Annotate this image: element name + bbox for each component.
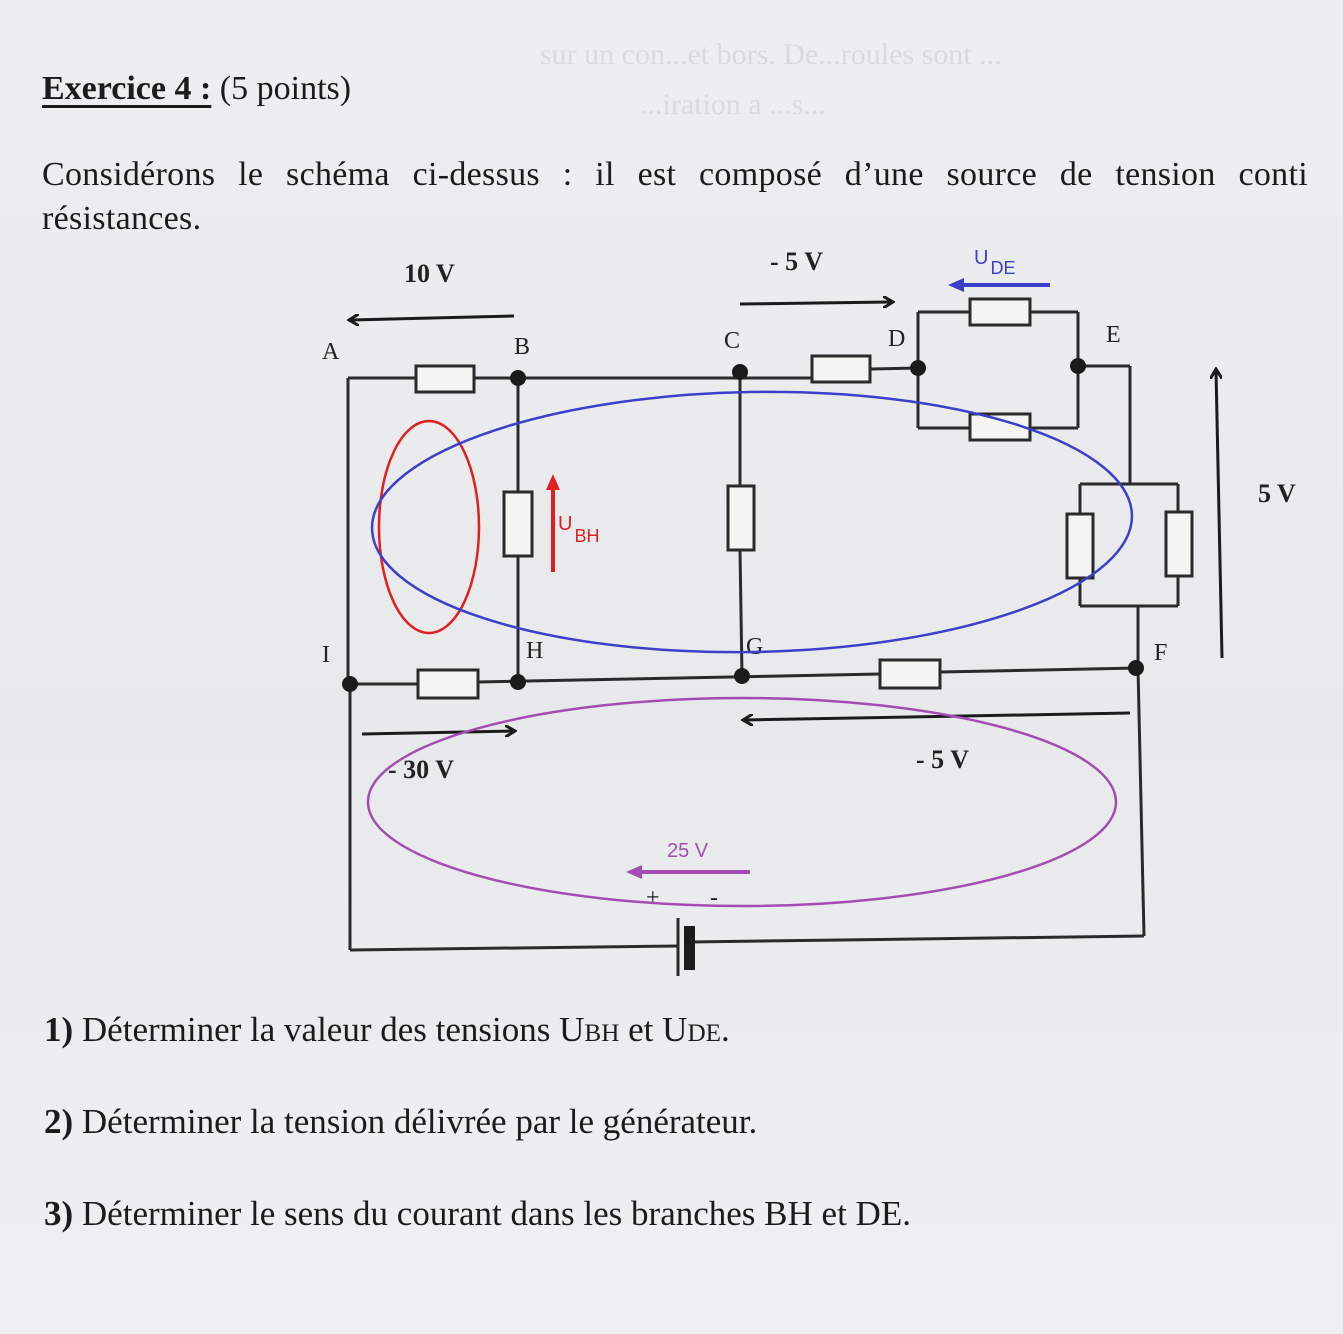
red-loop-ellipse [379,421,479,633]
purple-loop-ellipse [368,698,1116,906]
resistor-de-top [970,299,1030,325]
voltage-label-ih: - 30 V [388,755,454,784]
question-1-text-start: Déterminer la valeur des tensions U [73,1010,585,1049]
node-label-a: A [322,339,340,365]
question-1 [44,1010,730,1050]
intro-line-2: résistances. [42,200,202,237]
question-1-text-mid: et U [619,1010,688,1049]
intro-line-1: Considérons le schéma ci-dessus : il est composé d’une source de tension conti [42,156,1308,193]
ubh-annotation-label: UBH [558,513,600,546]
voltage-label-gf: - 5 V [916,745,969,774]
voltage-label-cd: - 5 V [770,247,823,276]
question-2 [44,1102,757,1142]
node-label-e: E [1106,322,1121,348]
ude-arrow [948,278,1050,292]
arrow-u-ef [1216,370,1222,658]
source-minus-sign: - [710,885,718,911]
junction-i [342,676,358,692]
node-label-i: I [322,642,330,668]
question-3 [44,1194,911,1234]
question-3-number: 3) [44,1194,74,1233]
arrow-u-ih [362,731,514,734]
resistor-cg [728,486,754,550]
dc-source [678,918,695,976]
arrow-u-ab [350,316,514,320]
voltage-label-ab: 10 V [404,259,455,288]
resistor-cd [812,356,870,382]
source-plus-sign: + [646,885,660,911]
junction-e [1070,358,1086,374]
junction-b [510,370,526,386]
question-1-sub-de: DE [687,1020,722,1047]
resistor-bh [504,492,532,556]
node-label-d: D [888,326,906,352]
node-label-h: H [526,638,544,664]
bleed-through-line-2: ...iration a ...s... [640,88,826,121]
exercise-title: Exercice 4 : [42,70,212,107]
voltage-label-ef: 5 V [1258,479,1296,508]
circuit-wires [348,312,1178,950]
node-label-f: F [1154,640,1168,666]
resistor-ef-left [1067,514,1093,578]
source-short-plate [684,926,695,970]
resistor-gf [880,660,940,688]
junction-g [734,668,750,684]
node-label-c: C [724,328,741,354]
question-2-number: 2) [44,1102,74,1141]
question-1-number: 1) [44,1010,74,1049]
exercise-points: (5 points) [219,70,352,107]
question-1-sub-bh: BH [584,1020,620,1047]
resistor-ih [418,670,478,698]
question-1-text-end: . [721,1010,730,1049]
node-label-g: G [746,634,764,660]
junction-d [910,360,926,376]
resistor-ab [416,366,474,392]
generator-annotation-label: 25 V [667,840,709,862]
junction-h [510,674,526,690]
question-2-text: Déterminer la tension délivrée par le générateur. [73,1102,758,1141]
question-3-text: Déterminer le sens du courant dans les branches BH et DE. [73,1194,911,1233]
generator-arrow [626,865,750,879]
junction-c [732,364,748,380]
arrow-u-cd [740,302,892,304]
junction-f [1128,660,1144,676]
node-label-b: B [514,334,531,360]
bleed-through-line-1: sur un con...et bors. De...roules sont ... [540,38,1002,71]
resistor-ef-right [1166,512,1192,576]
ude-annotation-label: U DE [974,247,1016,278]
